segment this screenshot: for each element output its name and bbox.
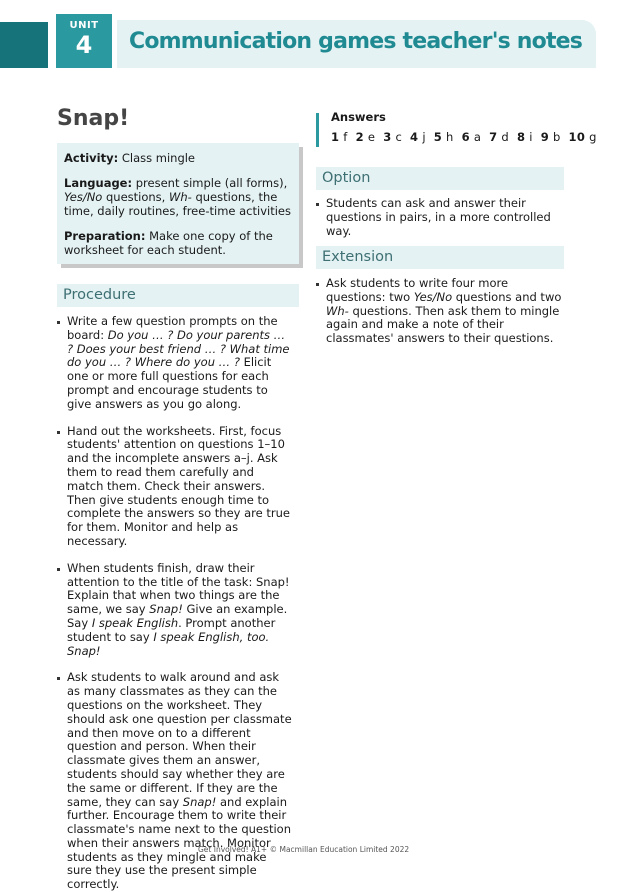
language-yesno: Yes/No [64, 190, 103, 204]
text: and explain further. Encourage them to write their classmate's name next to the question when their answers match. Monitor students as they mingle and make sure they use the present simple correctly. [67, 794, 292, 892]
activity-label: Activity: [64, 151, 119, 165]
text: Ask students to walk around and ask as many classmates as they can the questions on the worksheet. They should ask one question per classmate and then move on to a different question and person. When their classmate gives them an answer, students should say whether they are the same or different. If they are the same, they can say [67, 670, 292, 809]
text: Students can ask and answer their questions in pairs, in a more controlled way. [326, 196, 551, 238]
text-italic: Wh- [326, 303, 349, 318]
answer-item [383, 130, 408, 144]
text: Hand out the worksheets. First, focus students' attention on questions 1–10 and the incomplete answers a–j. Ask them to read them carefully and match them. Check their answers. Then give students enough time to complete the answers so they are true for them. Monitor and help as necessary. [67, 423, 290, 548]
procedure-heading [57, 284, 299, 307]
page-title: Communication games teacher's notes [129, 29, 583, 54]
answer-item [410, 130, 432, 144]
answer-letter: a [469, 130, 486, 144]
language-label: Language: [64, 176, 133, 190]
answer-item [517, 130, 539, 144]
answer-number: 2 [355, 130, 364, 144]
extension-item [316, 277, 566, 346]
text-italic: I speak English, too. Snap! [67, 629, 270, 658]
header-accent-strip [0, 22, 48, 68]
activity-text: Class mingle [118, 151, 196, 165]
text-italic: Yes/No [413, 289, 453, 304]
option-item [316, 197, 561, 238]
answer-letter: j [418, 130, 430, 144]
answer-item [434, 130, 460, 144]
extension-heading [316, 246, 564, 269]
answer-number: 9 [540, 130, 550, 144]
text: questions. Then ask them to mingle again and make a note of their classmates' answers to their questions. [326, 303, 560, 346]
lesson-title: Snap! [57, 106, 130, 131]
answer-item [331, 130, 354, 144]
unit-number: 4 [75, 31, 93, 59]
preparation-text: Make one copy of the worksheet for each student. [64, 229, 273, 257]
text: Ask students to write four more questions: two [326, 276, 509, 304]
language-wh: Wh- [169, 190, 192, 204]
answer-item [569, 130, 599, 144]
answer-letter: b [549, 130, 565, 144]
answer-letter: h [442, 130, 458, 144]
procedure-item [57, 671, 292, 892]
preparation-line [64, 229, 296, 257]
unit-badge [56, 14, 112, 68]
answer-item [489, 130, 515, 144]
procedure-item [57, 315, 292, 412]
answer-letter: e [363, 130, 380, 144]
answer-number: 7 [489, 130, 498, 144]
procedure-item [57, 562, 292, 659]
option-list [316, 197, 561, 238]
answer-number: 4 [410, 130, 419, 144]
text: questions and two [452, 289, 562, 304]
text: Give an example. Say [67, 602, 288, 630]
answer-number: 6 [461, 130, 470, 144]
title-band [117, 20, 596, 68]
text: Elicit one or more full questions for each prompt and encourage students to give answers as you go along. [67, 355, 272, 411]
text: Write a few question prompts on the board: [67, 314, 278, 342]
option-heading-text: Option [322, 170, 371, 186]
text: When students finish, draw their attention to the title of the task: Snap! Explain that when two things are the same, we say [67, 560, 290, 617]
footer-copyright: Get Involved! A1+ © Macmillan Education Limited 2022 [198, 845, 410, 854]
answer-letter: f [339, 130, 352, 144]
text-italic: I speak English [91, 615, 179, 630]
language-text: present simple (all forms), [132, 176, 288, 190]
option-heading [316, 167, 564, 190]
answer-item [462, 130, 488, 144]
answer-number: 10 [568, 130, 586, 144]
language-line [64, 176, 296, 218]
answer-item [541, 130, 567, 144]
extension-list [316, 277, 566, 346]
text-italic: Snap! [149, 602, 183, 617]
answer-number: 1 [331, 130, 340, 144]
answers-heading: Answers [331, 110, 386, 124]
language-text: questions, the time, daily routines, free-time activities [64, 190, 291, 218]
text-italic: Snap! [182, 794, 217, 809]
answer-letter: d [497, 130, 513, 144]
preparation-label: Preparation: [64, 229, 146, 243]
answer-number: 3 [383, 130, 392, 144]
answer-letter: i [525, 130, 537, 144]
procedure-item [57, 425, 292, 549]
answer-letter: g [585, 130, 597, 144]
procedure-list [57, 315, 292, 892]
answer-item [356, 130, 382, 144]
answer-letter: c [391, 130, 407, 144]
procedure-heading-text: Procedure [63, 287, 136, 303]
extension-heading-text: Extension [322, 249, 394, 265]
unit-label: UNIT [69, 20, 99, 31]
info-box [57, 143, 299, 264]
answer-number: 8 [516, 130, 526, 144]
answers-accent-bar [316, 113, 319, 147]
text-italic: Do you … ? Do your parents … ? Does your best friend … ? What time do you … ? Where do you … ? [67, 327, 290, 370]
text: . Prompt another student to say [67, 615, 276, 644]
activity-line [64, 151, 296, 165]
language-text: questions, [102, 190, 169, 204]
answer-number: 5 [433, 130, 443, 144]
answers-line [331, 130, 601, 144]
